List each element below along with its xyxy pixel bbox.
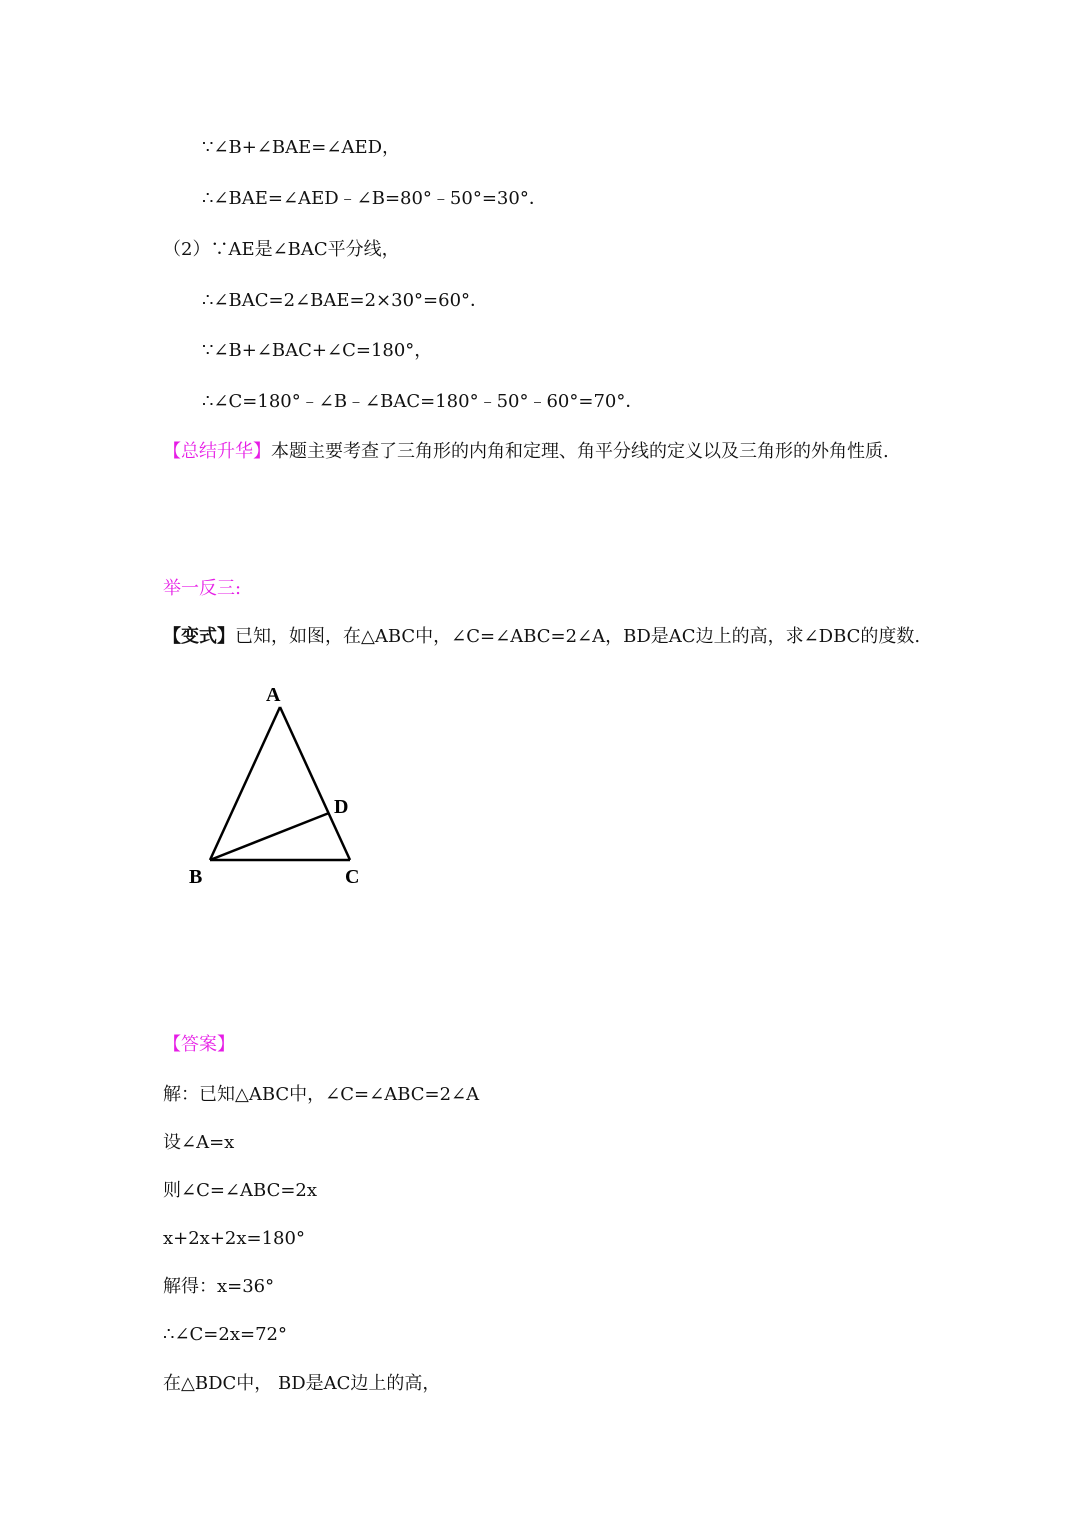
answer-line: 解得：x=36° [163, 1276, 275, 1297]
triangle-figure [180, 675, 380, 895]
solution-part2-heading: （2）∵AE是∠BAC平分线， [163, 239, 400, 260]
vertex-label-b: B [189, 866, 203, 888]
solution-step-3: ∴∠BAC=2∠BAE=2×30°=60°． [202, 290, 489, 311]
variant-question [163, 625, 920, 649]
variant-text: 已知，如图，在△ABC中，∠C=∠ABC=2∠A，BD是AC边上的高，求∠DBC的度数. [235, 626, 921, 647]
answer-line: ∴∠C=2x=72° [163, 1324, 287, 1345]
summary-tag: 【总结升华】 [163, 441, 271, 462]
summary-paragraph [163, 436, 913, 468]
vertex-label-d: D [334, 796, 349, 818]
summary-text: 本题主要考查了三角形的内角和定理、角平分线的定义以及三角形的外角性质. [271, 441, 889, 462]
answer-line: 解：已知△ABC中，∠C=∠ABC=2∠A [163, 1084, 480, 1105]
vertex-label-a: A [266, 684, 281, 706]
extension-heading: 举一反三: [163, 578, 242, 599]
solution-step-5: ∴∠C=180°﹣∠B﹣∠BAC=180°﹣50°﹣60°=70°． [202, 391, 644, 412]
answer-tag: 【答案】 [163, 1034, 235, 1055]
answer-line: x+2x+2x=180° [163, 1228, 305, 1249]
solution-step-2: ∴∠BAE=∠AED﹣∠B=80°﹣50°=30°． [202, 188, 547, 209]
answer-line: 设∠A=x [163, 1132, 235, 1153]
vertex-label-c: C [345, 866, 360, 888]
answer-line: 则∠C=∠ABC=2x [163, 1180, 318, 1201]
solution-step-4: ∵∠B+∠BAC+∠C=180°， [202, 340, 433, 361]
answer-line: 在△BDC中， BD是AC边上的高， [163, 1373, 441, 1394]
side-ac [280, 707, 350, 860]
variant-tag: 【变式】 [163, 626, 235, 647]
solution-step-1: ∵∠B+∠BAE=∠AED， [202, 137, 401, 158]
